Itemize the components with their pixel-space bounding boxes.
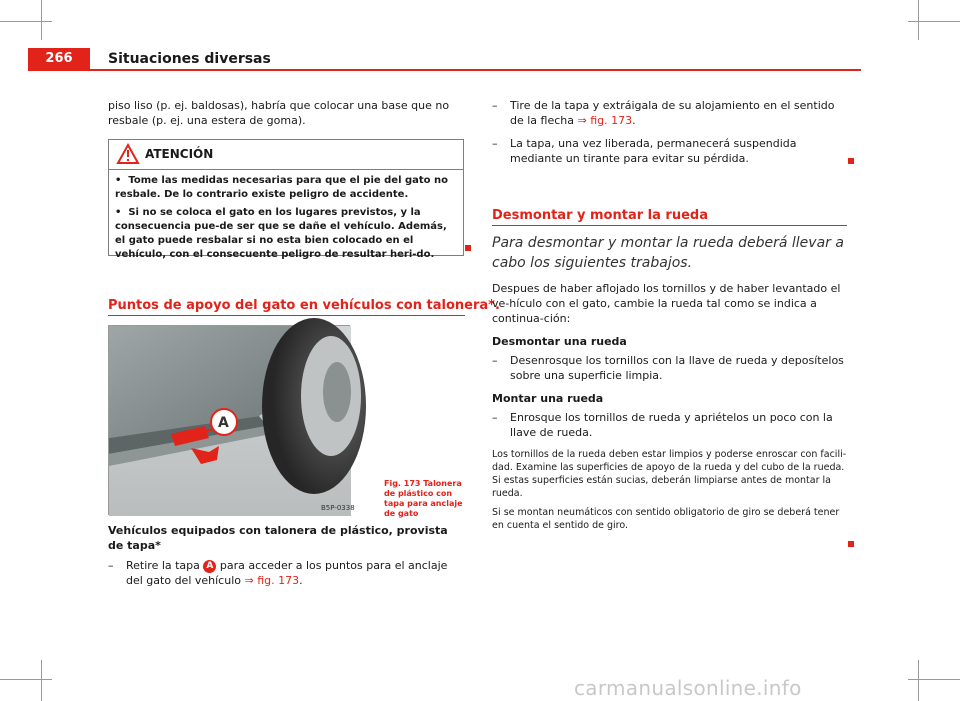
figure-illustration (109, 326, 355, 516)
figure-sill-cover (108, 325, 355, 515)
crop-mark (41, 0, 42, 40)
warning-box (108, 139, 464, 260)
end-mark-icon (848, 541, 854, 547)
list-item: – La tapa, una vez liberada, permanecerá suspendida mediante un tirante para evitar su pérdida. (492, 136, 847, 166)
crop-mark (918, 0, 919, 40)
figure-label-a: A (218, 415, 229, 431)
list-item: – Tire de la tapa y extráigala de su alojamiento en el sentido de la flecha ⇒ fig. 173. (492, 98, 847, 128)
paragraph: Despues de haber aflojado los tornillos y de haber levantado el ve-hículo con el gato, cambie la rueda tal como se indica a continua-ción: (492, 282, 841, 325)
left-steps (108, 523, 465, 588)
crop-mark (908, 21, 960, 22)
section-title-jack-points: Puntos de apoyo del gato en vehículos con talonera*. (108, 298, 500, 313)
list-item: – Retire la tapa A para acceder a los puntos para el anclaje del gato del vehículo ⇒ fig. 173. (108, 558, 465, 588)
figure-link[interactable]: ⇒ fig. 173 (244, 574, 300, 587)
crop-mark (918, 660, 919, 701)
bullet-icon: • (115, 207, 129, 218)
warning-icon (117, 144, 139, 164)
bullet-icon: • (115, 175, 129, 186)
crop-mark (0, 679, 52, 680)
warning-title: ATENCIÓN (145, 147, 214, 161)
crop-mark (41, 660, 42, 701)
note-text: Si se montan neumáticos con sentido obligatorio de giro se deberá tener en cuenta el sentido de giro. (492, 507, 840, 531)
right-content (492, 233, 847, 532)
callout-a-icon: A (203, 560, 216, 573)
end-mark-icon (465, 245, 471, 251)
page-title: Situaciones diversas (108, 51, 271, 67)
header-divider (28, 69, 861, 71)
list-item: – Enrosque los tornillos de rueda y apriételos un poco con la llave de rueda. (492, 410, 847, 440)
section-divider (108, 315, 465, 316)
intro-text: piso liso (p. ej. baldosas), habría que colocar una base que no resbale (p. ej. una estera de goma). (108, 99, 450, 127)
warning-body (109, 170, 463, 270)
figure-code: B5P-0338 (321, 504, 355, 512)
warning-item: • Si no se coloca el gato en los lugares previstos, y la consecuencia pue-de ser que se dañe el vehículo. Además, el gato puede resbalar si no esta bien colocado en el vehículo, con el consecuente peligro de resultar heri-do. (115, 207, 447, 260)
intro-paragraph (108, 98, 465, 128)
end-mark-icon (848, 158, 854, 164)
watermark: carmanualsonline.info (574, 676, 802, 700)
warning-item: • Tome las medidas necesarias para que el pie del gato no resbale. De lo contrario existe peligro de accidente. (115, 175, 449, 200)
crop-mark (0, 21, 52, 22)
warning-header (109, 140, 463, 170)
subhead-sill: Vehículos equipados con talonera de plástico, provista de tapa* (108, 524, 448, 552)
page-number: 266 (28, 48, 90, 70)
note-text: Los tornillos de la rueda deben estar limpios y poderse enroscar con facili-dad. Examine las superficies de apoyo de la rueda y del cubo de la rueda. Si estas superficies están sucias, deberán limpiarse antes de montar la rueda. (492, 449, 847, 499)
section-divider (492, 225, 847, 226)
figure-link[interactable]: ⇒ fig. 173 (577, 114, 633, 127)
lead-text: Para desmontar y montar la rueda deberá llevar a cabo los siguientes trabajos. (492, 235, 844, 271)
crop-mark (908, 679, 960, 680)
right-steps-top (492, 98, 847, 166)
figure-caption: Fig. 173 Talonera de plástico con tapa para anclaje de gato (384, 479, 463, 518)
subhead-remove: Desmontar una rueda (492, 335, 627, 348)
section-title-wheel: Desmontar y montar la rueda (492, 208, 708, 223)
subhead-mount: Montar una rueda (492, 392, 604, 405)
list-item: – Desenrosque los tornillos con la llave de rueda y deposítelos sobre una superficie limpia. (492, 353, 847, 383)
